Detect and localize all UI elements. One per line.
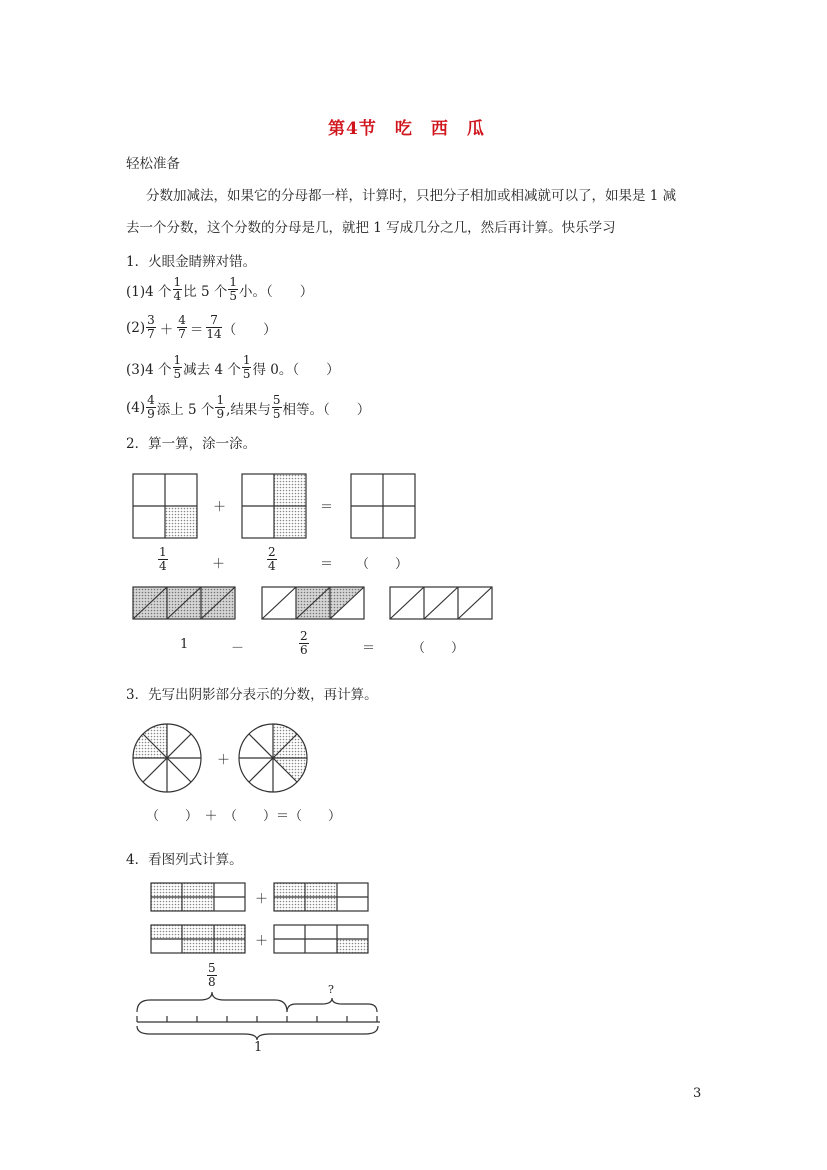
q2-row1-frac-b: $\frac{2}{4}$ [268, 545, 276, 573]
q2-heading: 2．算一算，涂一涂。 [126, 436, 257, 452]
q2-row1-equals: ＝ [320, 557, 334, 572]
q2-plus-sign: ＋ [213, 500, 227, 515]
q1-item-1 [126, 276, 313, 303]
q2-row1-answer-blank[interactable]: （ ） [356, 557, 409, 572]
fraction: $\frac{1}{9}$ [216, 393, 225, 421]
fraction: $\frac{1}{4}$ [173, 275, 182, 303]
q1-4-mid: 添上 5 个 [156, 401, 215, 418]
q4-bar-2 [274, 883, 368, 911]
fraction: $\frac{3}{7}$ [147, 313, 155, 341]
circle-eighths-2 [239, 724, 307, 792]
q1-1-answer-blank[interactable]: 小。（ ） [238, 283, 314, 300]
bar-sixths-2 [262, 587, 364, 619]
q1-3-answer-blank[interactable]: 得 0。（ ） [252, 361, 340, 378]
q3-answer-line[interactable]: （ ） ＋ （ ）＝（ ） [146, 809, 342, 824]
q2-row1-frac-a: $\frac{1}{4}$ [159, 545, 167, 573]
q1-3-mid: 减去 4 个 [183, 361, 241, 378]
q1-2-prefix: (2) [126, 319, 146, 336]
q2-equals-sign: ＝ [320, 500, 334, 515]
q4-heading: 4．看图列式计算。 [126, 852, 243, 868]
circle-eighths-1 [133, 724, 201, 792]
q1-1-mid: 比 5 个 [183, 283, 228, 300]
fraction: $\frac{5}{5}$ [272, 393, 281, 421]
q1-2-answer-blank[interactable]: （ ） [222, 321, 277, 338]
page-number: 3 [693, 1086, 702, 1101]
q4-plus-sign-2: ＋ [255, 934, 269, 949]
intro-line-1: 分数加减法，如果它的分母都一样，计算时，只把分子相加或相减就可以了，如果是 1 减 [146, 188, 677, 204]
fraction: $\frac{4}{9}$ [147, 393, 155, 421]
q4-bar-4 [274, 925, 368, 953]
equals-sign: ＝ [189, 321, 204, 338]
fraction: $\frac{7}{14}$ [206, 313, 222, 341]
q1-4-answer-blank[interactable]: 相等。（ ） [282, 401, 371, 418]
q1-item-2 [126, 314, 277, 341]
intro-line-2: 去一个分数，这个分数的分母是几，就把 1 写成几分之几，然后再计算。快乐学习 [126, 220, 616, 236]
q2-row2-minus: － [231, 641, 245, 656]
q4-bottom-label: 1 [254, 1040, 263, 1055]
q1-4-mid2: ,结果与 [226, 401, 271, 418]
q1-1-prefix: (1)4 个 [126, 283, 172, 300]
q4-question-mark: ? [328, 983, 334, 996]
q4-number-line [137, 992, 380, 1040]
q4-bar-1 [151, 883, 245, 911]
q3-heading: 3．先写出阴影部分表示的分数，再计算。 [126, 687, 378, 703]
q2-row2-equals: ＝ [362, 641, 376, 656]
page-title: 第4节 吃 西 瓜 [328, 119, 485, 139]
square-quarter-3 [351, 474, 415, 538]
q2-row2-one: 1 [180, 637, 189, 652]
square-quarter-1 [133, 474, 197, 538]
q1-4-prefix: (4) [126, 399, 146, 416]
fraction: $\frac{1}{5}$ [173, 353, 182, 381]
bar-sixths-1 [133, 587, 235, 619]
bar-sixths-3 [390, 587, 492, 619]
q1-item-4 [126, 394, 370, 421]
fraction: $\frac{1}{5}$ [242, 353, 251, 381]
q2-row2-answer-blank[interactable]: （ ） [412, 641, 465, 656]
fraction: $\frac{1}{5}$ [229, 275, 237, 303]
fraction: $\frac{4}{7}$ [178, 313, 186, 341]
q2-row2-frac-b: $\frac{2}{6}$ [300, 629, 308, 657]
plus-sign: ＋ [159, 321, 174, 338]
q1-heading: 1．火眼金睛辨对错。 [126, 254, 257, 270]
q1-item-3 [126, 354, 340, 381]
q4-bar-3 [151, 925, 245, 953]
q2-row1-plus: ＋ [212, 557, 226, 572]
q1-3-prefix: (3)4 个 [126, 361, 172, 378]
prep-heading: 轻松准备 [126, 156, 180, 172]
q4-top-frac: $\frac{5}{8}$ [208, 961, 216, 989]
q4-plus-sign-1: ＋ [255, 892, 269, 907]
square-quarter-2 [242, 474, 306, 538]
q3-plus-sign: ＋ [217, 753, 231, 768]
